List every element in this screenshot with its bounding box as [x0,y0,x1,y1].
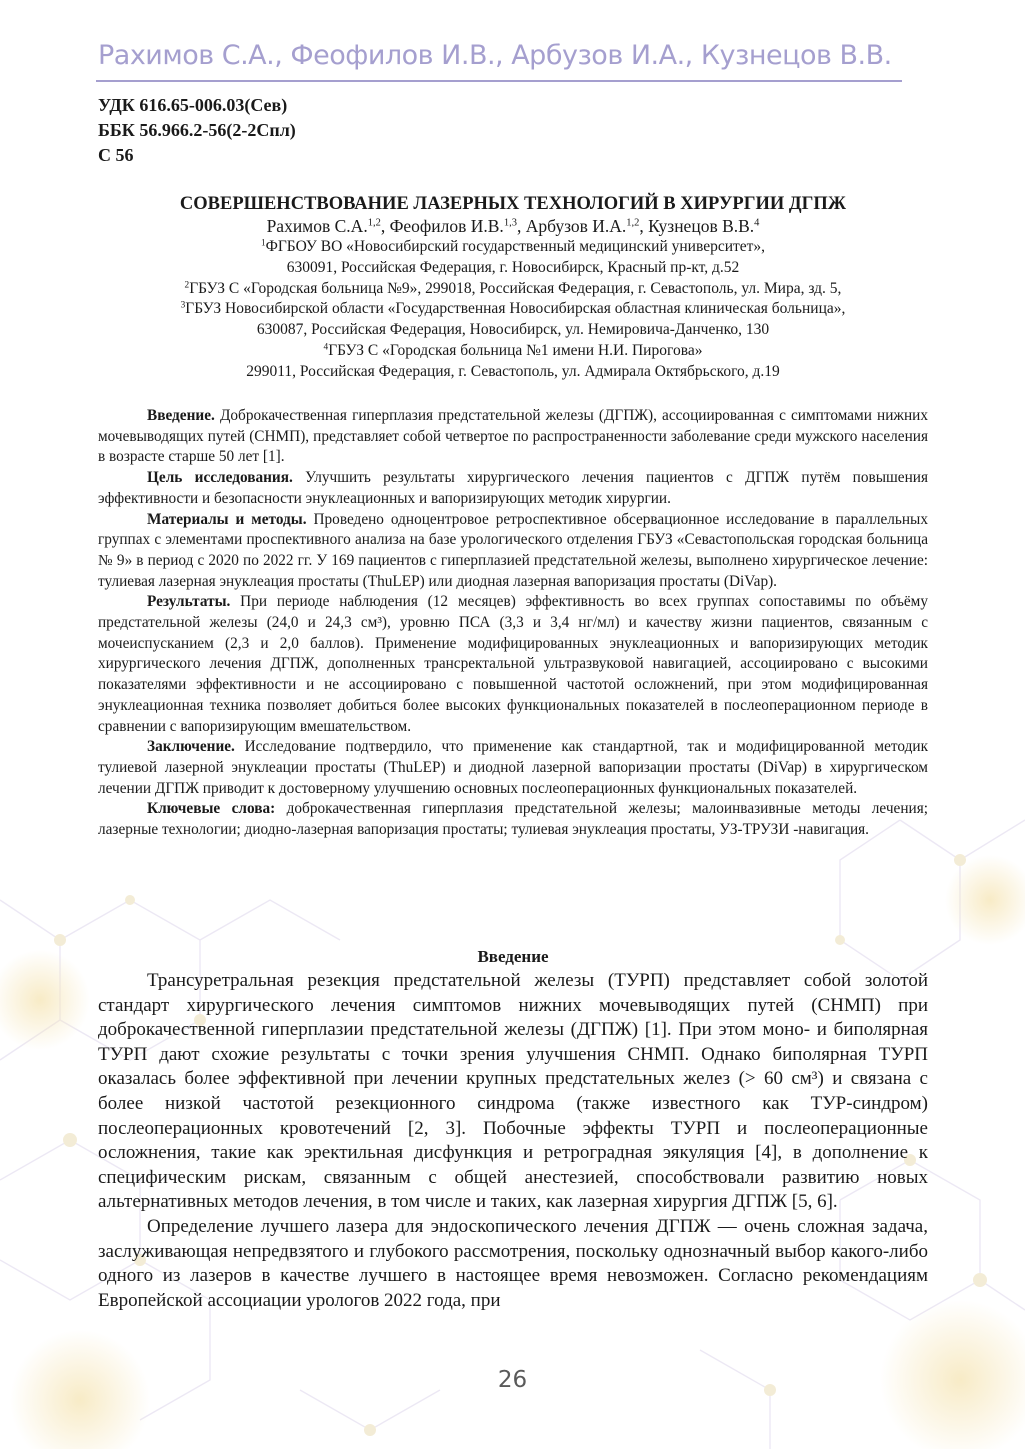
affiliation-line: 630087, Российская Федерация, Новосибирск, ул. Немировича-Данченко, 130 [256,321,770,339]
udk-code: УДК 616.65-006.03(Сев) [98,95,288,115]
page-number: 26 [497,1367,528,1393]
affiliation-line: 299011, Российская Федерация, г. Севастополь, ул. Адмирала Октябрьского, д.19 [246,362,780,380]
body-paragraph: Определение лучшего лазера для эндоскопического лечения ДГПЖ — очень сложная задача, заслуживающая непредвзятого и глубокого рассмотрения, поскольку однозначный выбор какого-либо одного из лазеров в качестве лучшего в настоящее время невозможен. Согласно рекомендациям Европейской ассоциации урологов 2022 года, при [98,1215,928,1311]
header-divider [96,80,902,82]
introduction-body [98,969,928,1313]
bbk-code: ББК 56.966.2-56(2-2Спл) [98,120,296,140]
affiliation-line: $^1$ФГБОУ ВО «Новосибирский государственный медицинский университет», [260,238,766,255]
author-1: Рахимов С.А.$^{1,2}$, [266,216,390,236]
affiliation-line: $^2$ГБУЗ С «Городская больница №9», 299018, Российская Федерация, г. Севастополь, ул. Мира, зд. 5, [184,279,842,297]
abstract-results: Результаты. При периоде наблюдения (12 месяцев) эффективность во всех группах сопоставимы по объёму предстательной железы (24,0 и 24,3 см³), уровню ПСА (3,3 и 3,4 нг/мл) и качеству жизни пациентов, связанным с мочеиспусканием (2,3 и 2,0 баллов). Применение модифицированных энуклеационных и вапоризирующих методик хирургического лечения ДГПЖ, дополненных трансректальной ультразвуковой навигацией, ассоциировано с высокими показателями эффективности и не ассоциировано с повышенной частотой осложнений, при этом модифицированная энуклеационная техника позволяет добиться более высоких функциональных показателей в послеоперационном периоде в сравнении с вапоризирующим вмешательством. [98,593,928,735]
article-title: СОВЕРШЕНСТВОВАНИЕ ЛАЗЕРНЫХ ТЕХНОЛОГИЙ В ХИРУРГИИ ДГПЖ [179,194,847,214]
article-header [98,193,928,383]
abstract-keywords: Ключевые слова: доброкачественная гиперплазия предстательной железы; малоинвазивные методы лечения; лазерные технологии; диодно-лазерная вапоризация простаты; тулиевая энуклеация простаты, УЗ-ТРУЗИ -навигация. [98,800,928,839]
author-2: Феофилов И.В.$^{1,3}$, [389,216,526,236]
abstract-introduction: Введение. Доброкачественная гиперплазия предстательной железы (ДГПЖ), ассоциированная с симптомами нижних мочевыводящих путей (СНМП), представляет собой четвертое по распространенности заболевание среди мужского населения в возрасте старше 50 лет [1]. [98,407,928,466]
affiliation-line: 630091, Российская Федерация, г. Новосибирск, Красный пр-кт, д.52 [286,258,740,276]
author-3: Арбузов И.А.$^{1,2}$, [525,216,649,236]
abstract-aim: Цель исследования. Улучшить результаты хирургического лечения пациентов с ДГПЖ путём повышения эффективности и безопасности энуклеационных и вапоризирующих методик хирургии. [98,469,928,507]
body-paragraph: Трансуретральная резекция предстательной железы (ТУРП) представляет собой золотой стандарт хирургического лечения симптомов нижних мочевыводящих путей (СНМП) при доброкачественной гиперплазии предстательной железы (ДГПЖ) [1]. При этом моно- и биполярная ТУРП дают схожие результаты с точки зрения улучшения СНМП. Однако биполярная ТУРП оказалась более эффективной при лечении крупных предстательных желез (> 60 см³) и связана с более низкой частотой резекционного синдрома (также известного как ТУР-синдром) послеоперационных кровотечений [2, 3]. Побочные эффекты ТУРП и послеоперационные осложнения, такие как эректильная дисфункция и ретроградная эякуляция [4], в дополнение к специфическим рискам, связанным с общей анестезией, способствовали развитию новых альтернативных методов лечения, в том числе и таких, как лазерная хирургия ДГПЖ [5, 6]. [98,970,928,1213]
author-byline [98,215,928,237]
section-heading-introduction: Введение [477,947,549,966]
abstract-methods: Материалы и методы. Проведено одноцентровое ретроспективное обсервационное исследование в параллельных группах с элементами проспективного анализа на базе урологического отделения ГБУЗ «Севастопольская городская больница № 9» в период с 2020 по 2022 гг. У 169 пациентов с гиперплазией предстательной железы, выполнено хирургическое лечение: тулиевая лазерная энуклеация простаты (ThuLEP) или диодная лазерная вапоризация простаты (DiVap). [98,510,928,590]
affiliation-line: $^3$ГБУЗ Новосибирской области «Государственная Новосибирская областная клиническая больница», [180,300,846,318]
classification-codes [98,93,296,168]
abstract [98,406,928,841]
affiliation-line: $^4$ГБУЗ С «Городская больница №1 имени Н.И. Пирогова» [323,341,703,359]
abstract-conclusion: Заключение. Исследование подтвердило, что применение как стандартной, так и модифицированной методик тулиевой лазерной энуклеации простаты (ThuLEP) и диодной лазерной вапоризации простаты (DiVap) в хирургическом лечении ДГПЖ приводит к достоверному улучшению основных послеоперационных функциональных показателей. [98,738,928,797]
author-4: Кузнецов В.В.$^4$ [648,216,760,236]
running-header-authors: Рахимов С.А., Феофилов И.В., Арбузов И.А., Кузнецов В.В. [98,40,892,71]
c-code: С 56 [98,145,134,165]
